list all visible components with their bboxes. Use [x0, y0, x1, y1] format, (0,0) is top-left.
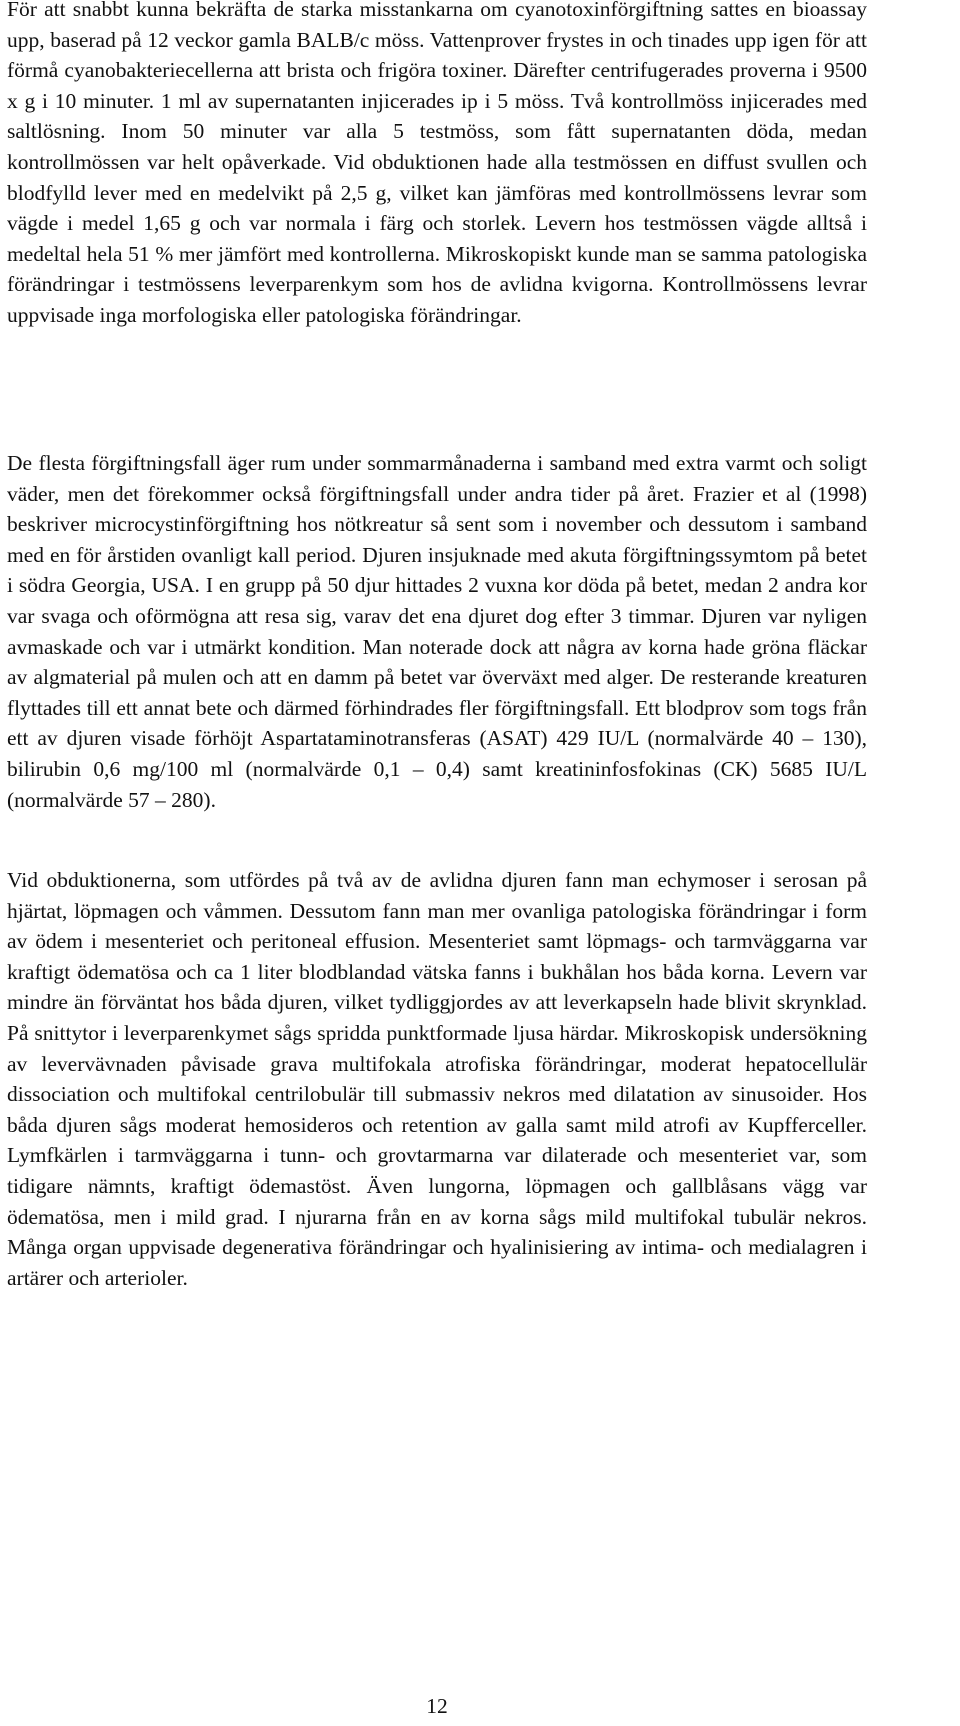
- paragraph-seasonal-poisoning: De flesta förgiftningsfall äger rum under sommarmånaderna i samband med extra varmt och soligt väder, men det förekommer också förgiftningsfall under andra tider på året. Frazier et al (1998) beskriver microcystinförgiftning hos nötkreatur så sent som i november och dessutom i samband med en för årstiden ovanligt kall period. Djuren insjuknade med akuta förgiftningssymtom på betet i södra Georgia, USA. I en grupp på 50 djur hittades 2 vuxna kor döda på betet, medan 2 andra kor var svaga och oförmögna att resa sig, varav det ena djuret dog efter 3 timmar. Djuren var nyligen avmaskade och var i utmärkt kondition. Man noterade dock att några av korna hade gröna fläckar av algmaterial på mulen och att en damm på betet var överväxt med alger. De resterande kreaturen flyttades till ett annat bete och därmed förhindrades fler förgiftningsfall. Ett blodprov som togs från ett av djuren visade förhöjt Aspartataminotransferas (ASAT) 429 IU/L (normalvärde 40 – 130), bilirubin 0,6 mg/100 ml (normalvärde 0,1 – 0,4) samt kreatininfosfokinas (CK) 5685 IU/L (normalvärde 57 – 280).: [7, 451, 867, 812]
- paragraph-necropsy-findings: Vid obduktionerna, som utfördes på två av de avlidna djuren fann man echymoser i serosan på hjärtat, löpmagen och våmmen. Dessutom fann man mer ovanliga patologiska förändringar i form av ödem i mesenteriet och peritoneal effusion. Mesenteriet samt löpmags- och tarmväggarna var kraftigt ödematösa och ca 1 liter blodblandad vätska fanns i bukhålan hos båda korna. Levern var mindre än förväntat hos båda djuren, vilket tydliggjordes av att leverkapseln hade blivit skrynklad. På snittytor i leverparenkymet sågs spridda punktformade ljusa härdar. Mikroskopisk undersökning av levervävnaden påvisade grava multifokala atrofiska förändringar, moderat hepatocellulär dissociation och multifokal centrilobulär till submassiv nekros med dilatation av sinusoider. Hos båda djuren sågs moderat hemosideros och retention av galla samt mild atrofi av Kupfferceller. Lymfkärlen i tarmväggarna i tunn- och grovtarmarna var dilaterade och mesenteriet var, som tidigare nämnts, kraftigt ödemastöst. Även lungorna, löpmagen och gallblåsans vägg var ödematösa, men i mild grad. I njurarna från en av korna sågs mild multifokal tubulär nekros. Många organ uppvisade degenerativa förändringar och hyalinisiering av intima- och medialagren i artärer och arterioler.: [7, 868, 867, 1290]
- page-number: 12: [426, 1694, 448, 1718]
- paragraph-bioassay: För att snabbt kunna bekräfta de starka misstankarna om cyanotoxinförgiftning sattes en bioassay upp, baserad på 12 veckor gamla BALB/c möss. Vattenprover frystes in och tinades upp igen för att förmå cyanobakteriecellerna att brista och frigöra toxiner. Därefter centrifugerades proverna i 9500 x g i 10 minuter. 1 ml av supernatanten injicerades ip i 5 möss. Två kontrollmöss injicerades med saltlösning. Inom 50 minuter var alla 5 testmöss, som fått supernatanten döda, medan kontrollmössen var helt opåverkade. Vid obduktionen hade alla testmössen en diffust svullen och blodfylld lever med en medelvikt på 2,5 g, vilket kan jämföras med kontrollmössens levrar som vägde i medel 1,65 g och var normala i färg och storlek. Levern hos testmössen vägde alltså i medeltal hela 51 % mer jämfört med kontrollerna. Mikroskopiskt kunde man se samma patologiska förändringar i testmössens leverparenkym som hos de avlidna kvigorna. Kontrollmössens levrar uppvisade inga morfologiska eller patologiska förändringar.: [7, 0, 867, 327]
